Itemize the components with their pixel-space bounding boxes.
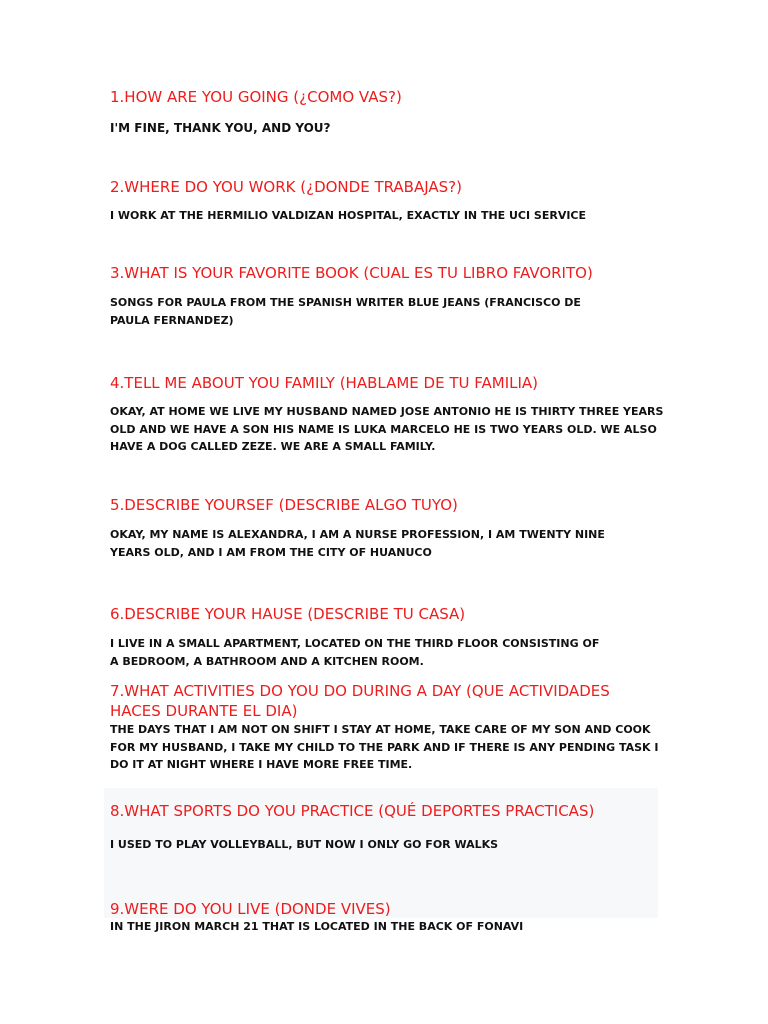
question-3: 3.WHAT IS YOUR FAVORITE BOOK (CUAL ES TU LIBRO FAVORITO)	[110, 264, 593, 282]
question-5: 5.DESCRIBE YOURSEF (DESCRIBE ALGO TUYO)	[110, 496, 458, 514]
question-8: 8.WHAT SPORTS DO YOU PRACTICE (QUÉ DEPORTES PRACTICAS)	[110, 802, 595, 820]
question-4: 4.TELL ME ABOUT YOU FAMILY (HABLAME DE TU FAMILIA)	[110, 374, 539, 392]
answer-7: THE DAYS THAT I AM NOT ON SHIFT I STAY AT HOME, TAKE CARE OF MY SON AND COOK FOR MY HUSBAND, I TAKE MY CHILD TO THE PARK AND IF THERE IS ANY PENDING TASK I DO IT AT NIGHT WHERE I HAVE MORE FREE TIME.	[110, 723, 659, 772]
answer-9: IN THE JIRON MARCH 21 THAT IS LOCATED IN THE BACK OF FONAVI	[110, 920, 524, 933]
answer-4: OKAY, AT HOME WE LIVE MY HUSBAND NAMED JOSE ANTONIO HE IS THIRTY THREE YEARS OLD AND WE HAVE A SON HIS NAME IS LUKA MARCELO HE IS TWO YEARS OLD. WE ALSO HAVE A DOG CALLED ZEZE. WE ARE A SMALL FAMILY.	[110, 405, 664, 454]
question-7: 7.WHAT ACTIVITIES DO YOU DO DURING A DAY (QUE ACTIVIDADES HACES DURANTE EL DIA)	[110, 682, 610, 720]
answer-1: I'M FINE, THANK YOU, AND YOU?	[110, 121, 331, 135]
question-2: 2.WHERE DO YOU WORK (¿DONDE TRABAJAS?)	[110, 178, 462, 196]
answer-3: SONGS FOR PAULA FROM THE SPANISH WRITER BLUE JEANS (FRANCISCO DE PAULA FERNANDEZ)	[110, 296, 581, 327]
answer-8: I USED TO PLAY VOLLEYBALL, BUT NOW I ONLY GO FOR WALKS	[110, 838, 499, 851]
answer-2: I WORK AT THE HERMILIO VALDIZAN HOSPITAL, EXACTLY IN THE UCI SERVICE	[110, 209, 587, 222]
answer-5: OKAY, MY NAME IS ALEXANDRA, I AM A NURSE PROFESSION, I AM TWENTY NINE YEARS OLD, AND I AM FROM THE CITY OF HUANUCO	[110, 528, 605, 559]
question-6: 6.DESCRIBE YOUR HAUSE (DESCRIBE TU CASA)	[110, 605, 466, 623]
question-9: 9.WERE DO YOU LIVE (DONDE VIVES)	[110, 900, 391, 918]
question-1: 1.HOW ARE YOU GOING (¿COMO VAS?)	[110, 88, 402, 106]
answer-6: I LIVE IN A SMALL APARTMENT, LOCATED ON THE THIRD FLOOR CONSISTING OF A BEDROOM, A BATHROOM AND A KITCHEN ROOM.	[110, 637, 600, 668]
